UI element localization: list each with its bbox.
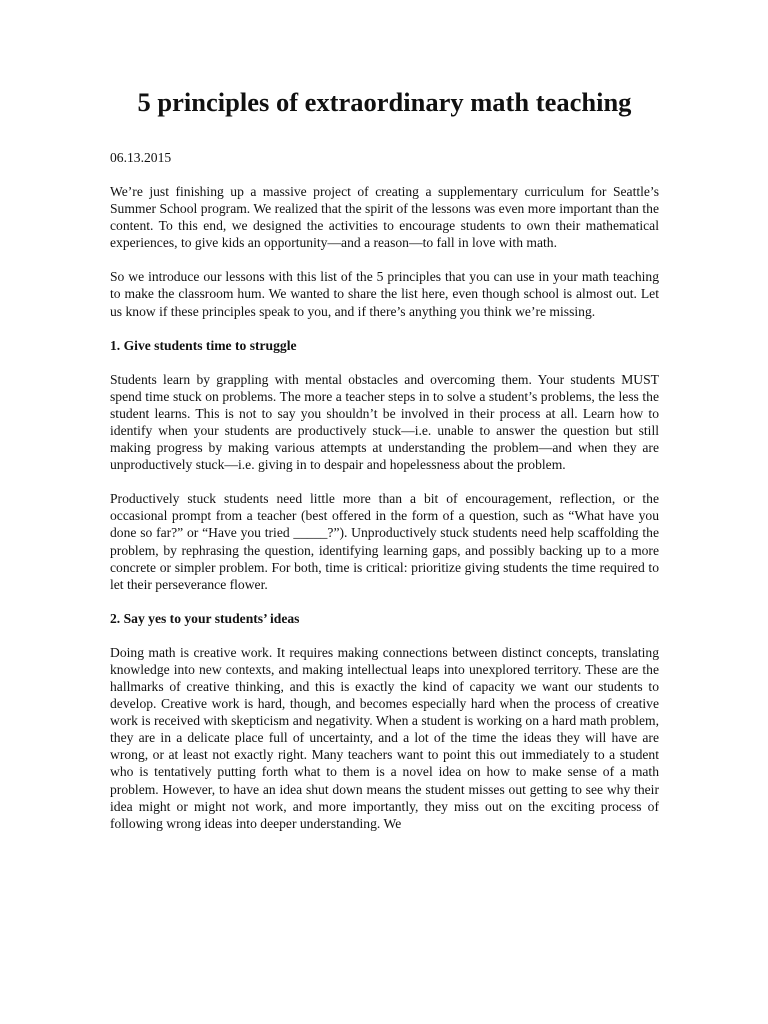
- document-page: [110, 86, 659, 832]
- document-title: 5 principles of extraordinary math teaching: [137, 87, 632, 117]
- intro-paragraph-1: We’re just finishing up a massive project of creating a supplementary curriculum for Seattle’s Summer School program. We realized that the spirit of the lessons was even more important than the content. To this end, we designed the activities to encourage students to own their mathematical experiences, to give kids an opportunity—and a reason—to fall in love with math.: [110, 184, 659, 251]
- document-date: 06.13.2015: [110, 150, 172, 165]
- section-1-paragraph-1: Students learn by grappling with mental obstacles and overcoming them. Your students MUST spend time stuck on problems. The more a teacher steps in to solve a student’s problems, the less the student learns. This is not to say you shouldn’t be involved in their process at all. Learn how to identify when your students are productively stuck—i.e. unable to answer the question but still making progress by making various attempts at understanding the problem—and when they are unproductively stuck—i.e. giving in to despair and hopelessness about the problem.: [110, 371, 659, 473]
- section-2-heading: 2. Say yes to your students’ ideas: [110, 610, 300, 626]
- section-1-heading: 1. Give students time to struggle: [110, 337, 297, 353]
- section-1-paragraph-2: Productively stuck students need little more than a bit of encouragement, reflection, or the occasional prompt from a teacher (best offered in the form of a question, such as “What have you done so far?” or “Have you tried _____?”). Unproductively stuck students need help scaffolding the problem, by rephrasing the question, identifying learning gaps, and possibly backing up to a more concrete or simpler problem. For both, time is critical: prioritize giving students the time required to let their perseverance flower.: [110, 491, 659, 592]
- intro-paragraph-2: So we introduce our lessons with this list of the 5 principles that you can use in your math teaching to make the classroom hum. We wanted to share the list here, even though school is almost out. Let us know if these principles speak to you, and if there’s anything you think we’re missing.: [110, 269, 659, 319]
- section-2-paragraph-1: Doing math is creative work. It requires making connections between distinct concepts, translating knowledge into new contexts, and making intellectual leaps into unexplored territory. These are the hallmarks of creative thinking, and this is exactly the kind of capacity we want our students to develop. Creative work is hard, though, and becomes especially hard when the process of creative work is received with skepticism and negativity. When a student is working on a hard math problem, they are in a delicate place full of uncertainty, and a lot of the time the ideas they will have are wrong, or at least not exactly right. Many teachers want to point this out immediately to a student who is tentatively putting forth what to them is a novel idea on how to make sense of a math problem. However, to have an idea shut down means the student misses out getting to see why their idea might or might not work, and more importantly, they miss out on the exciting process of following wrong ideas into deeper understanding. We: [110, 644, 659, 831]
